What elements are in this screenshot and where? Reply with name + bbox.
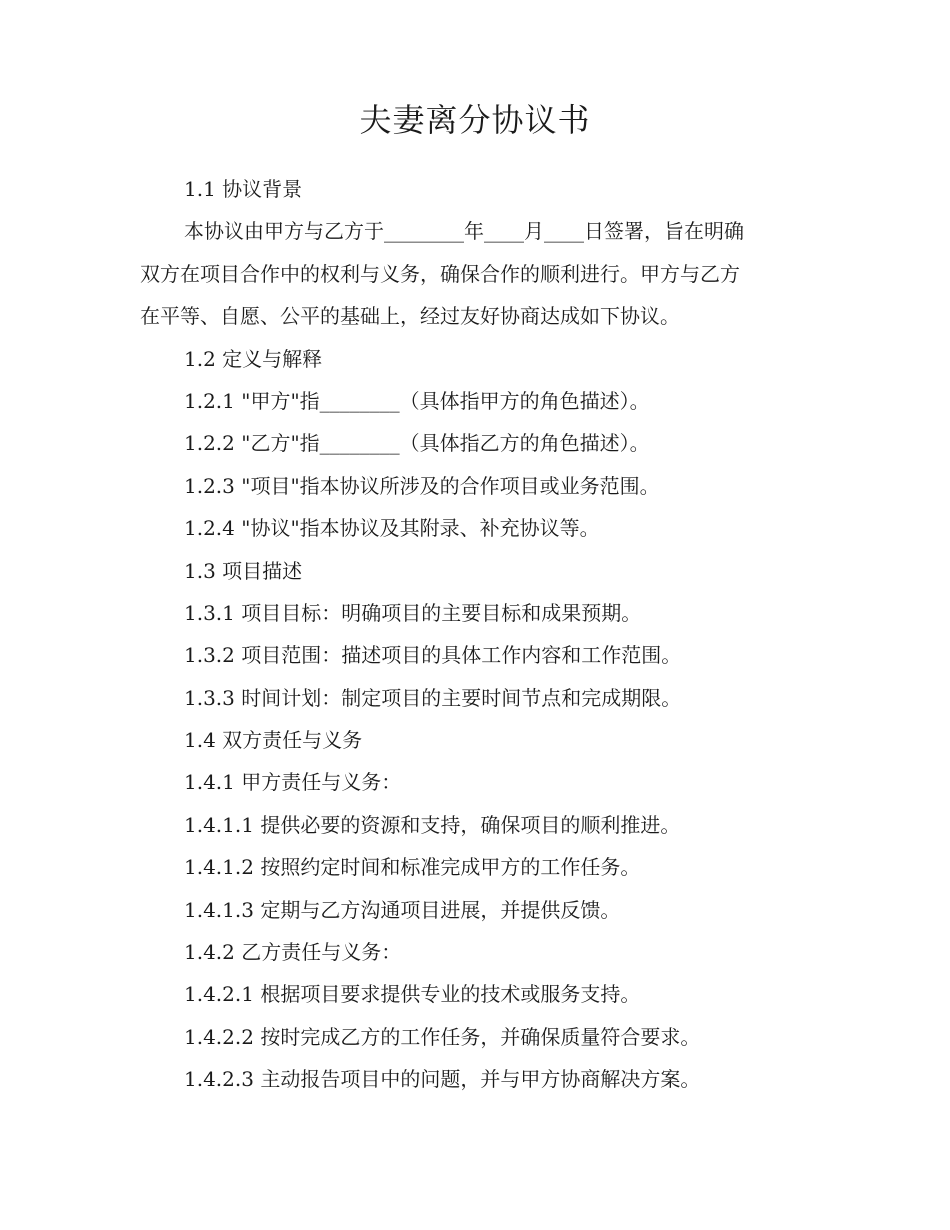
paragraph-line: 1.4.1.2 按照约定时间和标准完成甲方的工作任务。 [184,855,641,880]
paragraph-line: 1.2.3 "项目"指本协议所涉及的合作项目或业务范围。 [184,473,660,498]
paragraph-line: 1.2 定义与解释 [184,346,323,371]
paragraph-line: 1.4.2.3 主动报告项目中的问题，并与甲方协商解决方案。 [184,1067,701,1092]
paragraph-line: 1.1 协议背景 [184,177,303,201]
paragraph-line: 1.4.1.3 定期与乙方沟通项目进展，并提供反馈。 [184,897,621,922]
paragraph-line: 1.3 项目描述 [184,558,303,583]
paragraph-line: 1.2.1 "甲方"指________（具体指甲方的角色描述）。 [184,388,650,413]
paragraph-line: 在平等、自愿、公平的基础上，经过友好协商达成如下协议。 [140,304,680,329]
paragraph-line: 1.4.2.2 按时完成乙方的工作任务，并确保质量符合要求。 [184,1024,701,1049]
paragraph-line: 1.4.1.1 提供必要的资源和支持，确保项目的顺利推进。 [184,812,681,837]
paragraph-line: 1.4 双方责任与义务 [184,728,363,753]
paragraph-line: 1.4.2 乙方责任与义务： [184,940,402,965]
document-title: 夫妻离分协议书 [359,101,591,139]
paragraph-line: 1.4.1 甲方责任与义务： [184,770,402,795]
paragraph-line: 1.2.4 "协议"指本协议及其附录、补充协议等。 [184,516,600,541]
paragraph-line: 1.2.2 "乙方"指________（具体指乙方的角色描述）。 [184,431,650,456]
paragraph-line: 1.4.2.1 根据项目要求提供专业的技术或服务支持。 [184,982,641,1007]
paragraph-line: 1.3.1 项目目标：明确项目的主要目标和成果预期。 [184,600,642,625]
paragraph-line: 双方在项目合作中的权利与义务，确保合作的顺利进行。甲方与乙方 [140,261,740,286]
paragraph-line: 本协议由甲方与乙方于________年____月____日签署，旨在明确 [184,219,744,244]
document-body [140,168,800,1101]
paragraph-line: 1.3.3 时间计划：制定项目的主要时间节点和完成期限。 [184,685,682,710]
paragraph-line: 1.3.2 项目范围：描述项目的具体工作内容和工作范围。 [184,643,682,668]
